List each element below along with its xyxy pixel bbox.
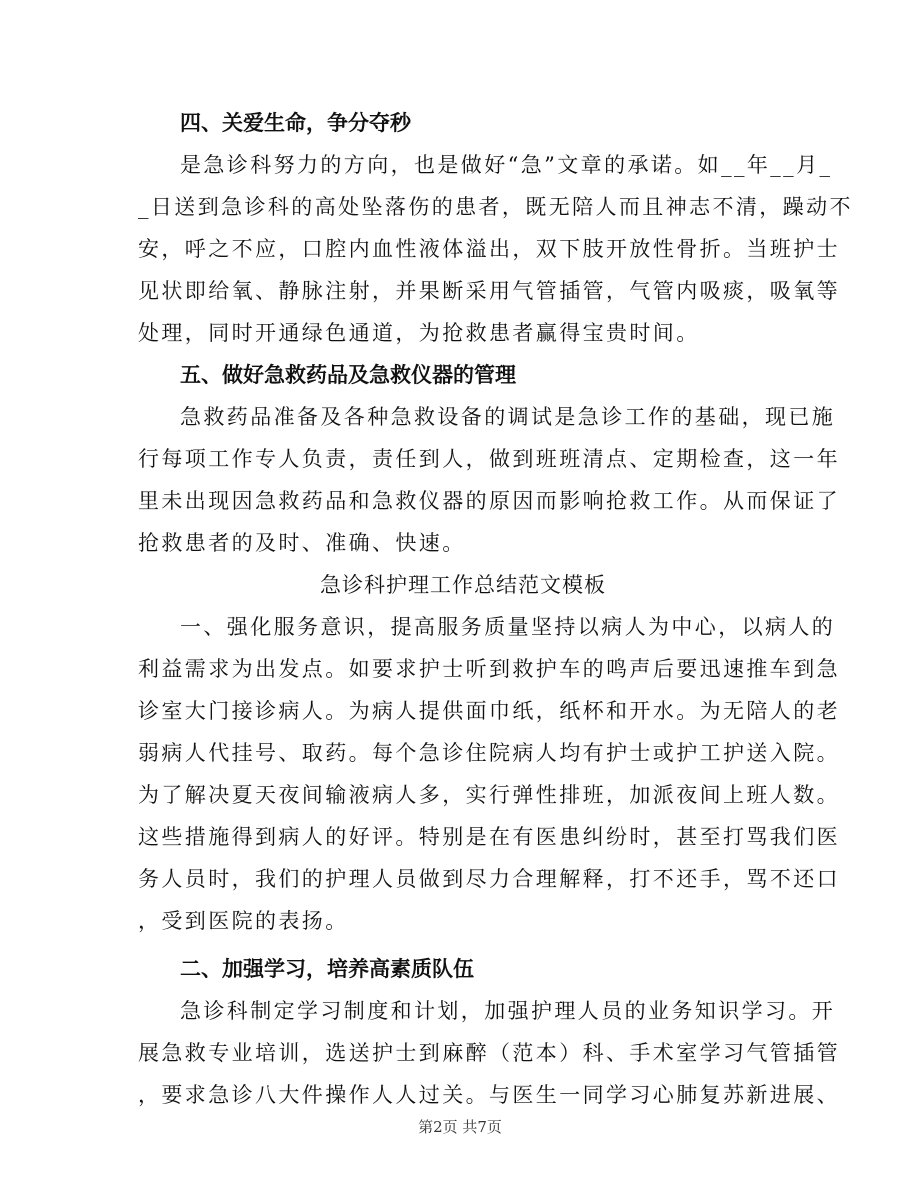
paragraph-line: 展急救专业培训，选送护士到麻醉（范本）科、手术室学习气管插管 [138, 1041, 840, 1065]
section-heading-2: 二、加强学习，培养高素质队伍 [180, 957, 474, 981]
paragraph-line: 利益需求为出发点。如要求护士听到救护车的鸣声后要迅速推车到急 [138, 657, 840, 681]
paragraph-line: 行每项工作专人负责，责任到人，做到班班清点、定期检查，这一年 [138, 447, 840, 471]
paragraph-line: 诊室大门接诊病人。为病人提供面巾纸，纸杯和开水。为无陪人的老 [138, 699, 840, 723]
paragraph-line: 急诊科制定学习制度和计划，加强护理人员的业务知识学习。开 [180, 999, 836, 1023]
paragraph-line: 为了解决夏天夜间输液病人多，实行弹性排班，加派夜间上班人数。 [138, 783, 840, 807]
paragraph-line: 处理，同时开通绿色通道，为抢救患者赢得宝贵时间。 [138, 321, 700, 345]
paragraph-line: ，要求急诊八大件操作人人过关。与医生一同学习心肺复苏新进展、 [138, 1083, 840, 1107]
document-body [138, 102, 853, 1116]
section-heading-5: 五、做好急救药品及急救仪器的管理 [180, 363, 516, 387]
paragraph-line: 安，呼之不应，口腔内血性液体溢出，双下肢开放性骨折。当班护士 [138, 237, 840, 261]
page-indicator: 第2页 共7页 [418, 1118, 502, 1136]
paragraph-line: 抢救患者的及时、准确、快速。 [138, 531, 466, 555]
paragraph-line: 务人员时，我们的护理人员做到尽力合理解释，打不还手，骂不还口 [138, 867, 840, 891]
paragraph-line: 急救药品准备及各种急救设备的调试是急诊工作的基础，现已施 [180, 405, 836, 429]
paragraph-line: 这些措施得到病人的好评。特别是在有医患纠纷时，甚至打骂我们医 [138, 825, 840, 849]
paragraph-line: 弱病人代挂号、取药。每个急诊住院病人均有护士或护工护送入院。 [138, 741, 840, 765]
paragraph-line: _日送到急诊科的高处坠落伤的患者，既无陪人而且神志不清，躁动不 [138, 195, 853, 219]
paragraph-line: 见状即给氧、静脉注射，并果断采用气管插管，气管内吸痰，吸氧等 [138, 279, 840, 303]
document-title: 急诊科护理工作总结范文模板 [320, 573, 606, 597]
paragraph-line: 里未出现因急救药品和急救仪器的原因而影响抢救工作。从而保证了 [138, 489, 840, 513]
paragraph-line: 一、强化服务意识，提高服务质量坚持以病人为中心，以病人的 [180, 615, 836, 639]
section-heading-4: 四、关爱生命，争分夺秒 [180, 111, 411, 135]
paragraph-line: 是急诊科努力的方向，也是做好“急”文章的承诺。如__年__月_ [180, 153, 833, 177]
paragraph-line: ，受到医院的表扬。 [138, 909, 349, 933]
